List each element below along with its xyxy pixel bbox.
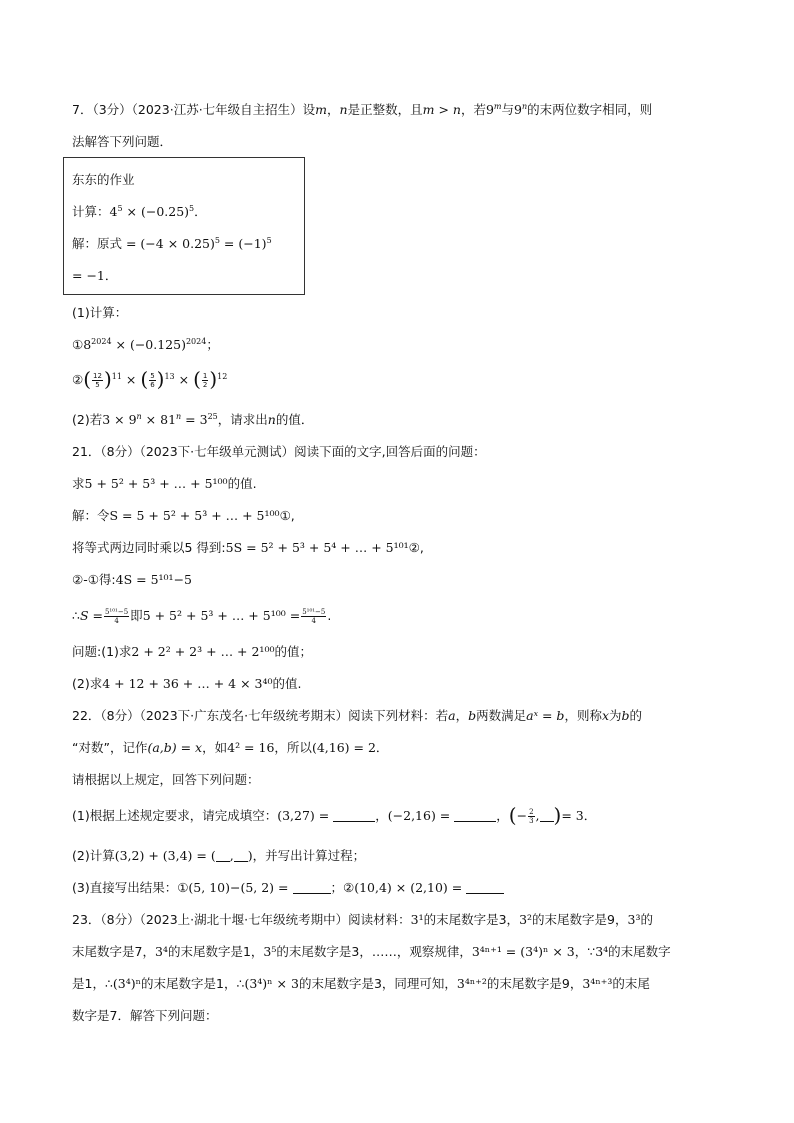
math-expr: (10,4) × (2,10) =	[354, 880, 463, 895]
math-expr: 4 + 12 + 36 + … + 4 × 3⁴⁰	[102, 676, 273, 691]
text: ．	[583, 808, 597, 823]
math-expr: 5 + 5² + 5³ + … + 5¹⁰⁰ =	[142, 608, 301, 623]
power-base: 8	[83, 337, 92, 352]
text: ．	[194, 204, 207, 219]
math-expr: (4,16) = 2	[311, 740, 376, 755]
var-m: m	[315, 102, 328, 117]
text: ，如	[202, 740, 228, 755]
text: (2)计算	[72, 848, 115, 863]
q21-line8	[72, 674, 302, 694]
q22-line6	[72, 878, 504, 898]
q23-line2	[72, 942, 671, 962]
text: 的末尾数字是3，	[423, 912, 520, 927]
q7-line1	[72, 100, 652, 120]
math-expr: 3⁵	[263, 944, 277, 959]
q22-line3: 请根据以上规定，回答下列问题：	[72, 772, 260, 787]
text: 的末尾数字	[608, 944, 671, 959]
text: 是1，∴	[72, 976, 113, 991]
text: 的	[629, 708, 643, 723]
power-exponent: 2024	[91, 337, 112, 346]
circled-number: ②	[72, 372, 84, 387]
text: 末尾数字是7，	[72, 944, 155, 959]
math-expr: (3⁴)ⁿ	[112, 976, 142, 991]
math-expr: 5S = 5² + 5³ + 5⁴ + … + 5¹⁰¹	[225, 540, 409, 555]
math-expr: (−2,16) =	[387, 808, 451, 823]
box-calc-line	[72, 202, 207, 222]
text: ∴	[72, 608, 80, 623]
text: 的末尾数字是1，∴	[141, 976, 245, 991]
text: ，∵	[574, 944, 596, 959]
fraction: $\frac{\text{5¹⁰¹−5}}{4}$	[302, 608, 326, 625]
separator: ，	[455, 708, 469, 723]
calc-label: 计算：	[72, 204, 110, 219]
math-expr: (3,2) + (3,4) = (	[114, 848, 216, 863]
q23-line1	[72, 910, 653, 930]
math-expr: × (−0.125)	[111, 337, 186, 352]
fraction: $\frac{12}{5}$	[93, 372, 102, 389]
homework-box	[63, 157, 305, 295]
text: 是正整数，且	[347, 102, 423, 117]
answer-blank[interactable]	[293, 880, 331, 894]
q7-line2: 法解答下列问题．	[72, 134, 173, 149]
math-expr: (3,27) =	[277, 808, 330, 823]
text: 与	[501, 102, 515, 117]
power-exponent: 12	[217, 372, 228, 381]
math-expr: S = 5 + 5² + 5³ + … + 5¹⁰⁰	[109, 508, 280, 523]
fraction: $\frac{\text{5¹⁰¹−5}}{4}$	[104, 608, 129, 625]
q21-line6	[72, 606, 331, 626]
text: ．	[375, 740, 389, 755]
text: 两数满足	[476, 708, 527, 723]
math-expr: (5, 10)−(5, 2) =	[188, 880, 289, 895]
math-expr: (a,b) = x	[147, 740, 203, 755]
text: (1)根据上述规定要求，请完成填空：	[72, 808, 278, 823]
math-expr: × 81	[141, 412, 177, 427]
separator: ；②	[330, 880, 355, 895]
math-expr: 4S = 5¹⁰¹−5	[115, 572, 192, 587]
power-base: 4	[109, 204, 118, 219]
math-expr: 3⁴	[154, 944, 168, 959]
part1-label: (1)计算：	[72, 305, 128, 320]
answer-blank[interactable]	[333, 808, 375, 822]
q23-heading: 23．（8分）（2023上·湖北十堰·七年级统考期中）阅读材料：	[72, 912, 411, 927]
math-expr: × (−0.25)	[122, 204, 190, 219]
power-exponent: 5	[189, 204, 195, 213]
separator: ，	[496, 808, 509, 823]
part1-item2: ②( $\frac{12}{5}$ )$^{11}$ × ( $\frac{5}{6}$ )$^{13}$ × ( $\frac{1}{2}$ )$^{12}$	[72, 367, 228, 391]
separator: ，	[375, 808, 388, 823]
text: ②,	[408, 540, 424, 555]
power-base: 9	[514, 102, 522, 117]
var-b: b	[621, 708, 630, 723]
q22-line1	[72, 706, 642, 726]
q23-line4: 数字是7．解答下列问题：	[72, 1008, 218, 1023]
q21-line2	[72, 474, 257, 494]
circled-number: ①	[72, 337, 84, 352]
math-expr: 3⁴ⁿ⁺²	[456, 976, 487, 991]
q7-heading: 7．（3分）（2023·江苏·七年级自主招生）设	[72, 102, 316, 117]
answer-blank[interactable]	[234, 848, 248, 862]
text: ，若	[460, 102, 486, 117]
part1-item1	[72, 335, 219, 355]
text: 的值；	[274, 644, 312, 659]
q22-heading: 22．（8分）（2023下·广东茂名·七年级统考期末）阅读下列材料：若	[72, 708, 449, 723]
math-expr: 3 × 9	[102, 412, 137, 427]
text: ，所以	[274, 740, 312, 755]
math-expr: 3⁴ⁿ⁺³	[582, 976, 613, 991]
part2-line	[72, 410, 313, 430]
text: “对数”，记作	[72, 740, 148, 755]
text: (2)若	[72, 412, 103, 427]
box-result-line: = −1．	[72, 268, 118, 283]
box-title: 东东的作业	[72, 172, 135, 187]
text: 的值．	[275, 412, 314, 427]
text: .	[327, 608, 332, 623]
text: 的末尾	[612, 976, 650, 991]
answer-blank[interactable]	[540, 808, 554, 822]
solution-expr: 解：原式 = (−4 × 0.25)	[72, 236, 215, 251]
math-expr: )	[247, 848, 253, 863]
q22-line2	[72, 738, 388, 758]
q21-line3	[72, 506, 295, 526]
answer-blank[interactable]	[216, 848, 230, 862]
text: 求	[72, 476, 85, 491]
text: ，并写出计算过程；	[252, 848, 366, 863]
fraction: $\frac{1}{2}$	[202, 372, 208, 389]
var-b: b	[468, 708, 477, 723]
text: ；	[206, 337, 219, 352]
var-n: n	[267, 412, 276, 427]
math-expr: 3⁴	[595, 944, 609, 959]
q22-line5	[72, 846, 365, 866]
power-exponent: n	[136, 412, 142, 421]
answer-blank[interactable]	[466, 880, 504, 894]
math-expr: 4² = 16	[227, 740, 275, 755]
power-exponent: 5	[117, 204, 123, 213]
math-expr: = (−1)	[219, 236, 267, 251]
text: ①,	[279, 508, 295, 523]
text: 的值.	[272, 676, 302, 691]
math-expr: 3⁴ⁿ⁺¹ = (3⁴)ⁿ × 3	[471, 944, 575, 959]
power-exponent: 5	[266, 236, 272, 245]
text: 的末尾数字是9，	[486, 976, 583, 991]
text: 的末尾数字是3，同理可知，	[298, 976, 457, 991]
math-expr: 3¹	[410, 912, 424, 927]
q21-line4	[72, 538, 424, 558]
fraction: $\frac{2}{3}$	[529, 808, 534, 825]
text: 的	[640, 912, 653, 927]
fraction: $\frac{5}{6}$	[150, 372, 155, 389]
math-expr: 3²	[519, 912, 533, 927]
text: 解：令	[72, 508, 110, 523]
math-expr: aˣ = b	[526, 708, 565, 723]
text: 即	[130, 608, 143, 623]
power-exponent: 5	[214, 236, 220, 245]
text: 将等式两边同时乘以5 得到:	[72, 540, 226, 555]
math-expr: 5 + 5² + 5³ + … + 5¹⁰⁰	[84, 476, 228, 491]
math-expr: = 3	[561, 808, 584, 823]
text: 为	[609, 708, 622, 723]
text: 问题:(1)求	[72, 644, 132, 659]
math-expr: 3³	[627, 912, 641, 927]
q21-line5	[72, 570, 192, 590]
q21-heading: 21．（8分）（2023下·七年级单元测试）阅读下面的文字,回答后面的问题：	[72, 444, 486, 459]
text: ②-①得:	[72, 572, 116, 587]
q22-line4: (1)根据上述规定要求，请完成填空：(3,27) = ，(−2,16) = ，(− $\frac{2}{3}$ , )= 3．	[72, 803, 597, 827]
text: ，请求出	[217, 412, 268, 427]
box-solution-line	[72, 234, 272, 254]
math-expr: S =	[79, 608, 103, 623]
condition-m-gt-n: m > n	[422, 102, 461, 117]
power-exponent: 2024	[185, 337, 207, 346]
q21-line7	[72, 642, 312, 662]
answer-blank[interactable]	[454, 808, 496, 822]
separator: ,	[229, 848, 234, 863]
var-x: x	[601, 708, 610, 723]
q23-line3	[72, 974, 650, 994]
var-n: n	[339, 102, 348, 117]
power-exponent: n	[521, 102, 528, 111]
separator: ，	[327, 102, 340, 117]
text: 的末尾数字是3，……，观察规律，	[276, 944, 472, 959]
text: ，则称	[564, 708, 602, 723]
text: 的值.	[227, 476, 257, 491]
power-exponent: 13	[164, 372, 175, 381]
text: 的末两位数字相同，则	[527, 102, 653, 117]
power-exponent: 11	[111, 372, 122, 381]
text: 的末尾数字是1，	[167, 944, 264, 959]
power-exponent: m	[493, 102, 502, 111]
text: (3)直接写出结果：①	[72, 880, 189, 895]
power-exponent: n	[176, 412, 182, 421]
math-expr: = 3	[181, 412, 208, 427]
math-expr: 2 + 2² + 2³ + … + 2¹⁰⁰	[131, 644, 275, 659]
power-base: 9	[485, 102, 494, 117]
text: (2)求	[72, 676, 103, 691]
var-a: a	[448, 708, 456, 723]
text: 的末尾数字是9，	[532, 912, 628, 927]
math-expr: (3⁴)ⁿ × 3	[244, 976, 299, 991]
power-exponent: 25	[207, 412, 218, 421]
